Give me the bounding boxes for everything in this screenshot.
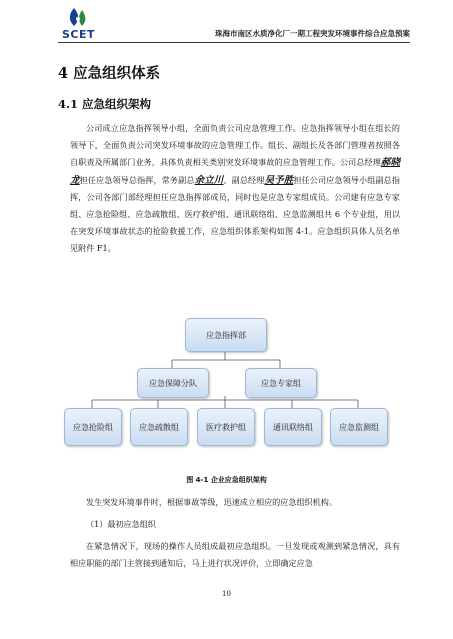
section-heading: 4 应急组织体系 — [58, 65, 161, 82]
paragraph-text: 、副总经理 — [223, 174, 265, 185]
handwritten-name: 余立川 — [194, 174, 224, 186]
header-title: 珠海市南区水质净化厂一期工程突发环境事件综合应急预案 — [215, 29, 410, 38]
list-item-initial-org: （1）最初应急组织 — [86, 519, 156, 529]
subsection-heading: 4.1 应急组织架构 — [58, 97, 152, 111]
org-node-root: 应急指挥部 — [185, 318, 267, 352]
paragraph-text: 担任公司应急领导小组副总指挥，公司各部门部经理担任应急指挥部成员，同时也是应急专家组成员。公司建有应急专家组、应急抢险组、应急疏散组、医疗救护组、通讯联络组、应急监测组共 6 个专业组，用以在突发环境事故状态的抢险救援工作，应急组织体系架构如图 4-1。应急组织具体人员名单见附件 F1。 — [70, 174, 400, 254]
page-number: 10 — [222, 590, 231, 598]
org-node-support-team: 应急保障分队 — [137, 368, 209, 398]
paragraph-initial-org: 在紧急情况下，现场的操作人员组成最初应急组织。一旦发现或观测到紧急情况，具有相应职能的部门主管接到通知后，马上进行状况评价，立即确定应急 — [70, 541, 400, 569]
org-node-medical-group: 医疗救护组 — [197, 408, 255, 446]
paragraph-text: 担任应急领导总指挥，常务副总 — [79, 174, 195, 185]
org-node-evacuation-group: 应急疏散组 — [130, 408, 188, 446]
handwritten-name: 吴予胜 — [264, 174, 294, 186]
paragraph-text: 公司成立应急指挥领导小组，全面负责公司应急管理工作。应急指挥领导小组在组长的领导下，全面负责公司突发环境事故的应急管理工作。组长、副组长及各部门管理者按照各自职责及所属部门业务，具体负责相关类别突发环境事故的应急管理工作。公司总经理 — [70, 123, 400, 168]
org-node-monitoring-group: 应急监测组 — [330, 408, 388, 446]
org-node-communication-group: 通讯联络组 — [264, 408, 322, 446]
page-header — [58, 6, 410, 43]
org-node-rescue-group: 应急抢险组 — [64, 408, 122, 446]
org-chart — [60, 308, 390, 473]
org-node-expert-group: 应急专家组 — [245, 368, 317, 398]
paragraph-event: 发生突发环境事件时，根据事故等级，迅速成立相应的应急组织机构。 — [86, 497, 337, 507]
handwritten-name: 郝晓龙 — [70, 157, 400, 186]
logo-text: SCET — [62, 28, 96, 41]
figure-caption: 图 4-1 企业应急组织架构 — [186, 476, 267, 484]
intro-paragraph — [70, 120, 400, 258]
